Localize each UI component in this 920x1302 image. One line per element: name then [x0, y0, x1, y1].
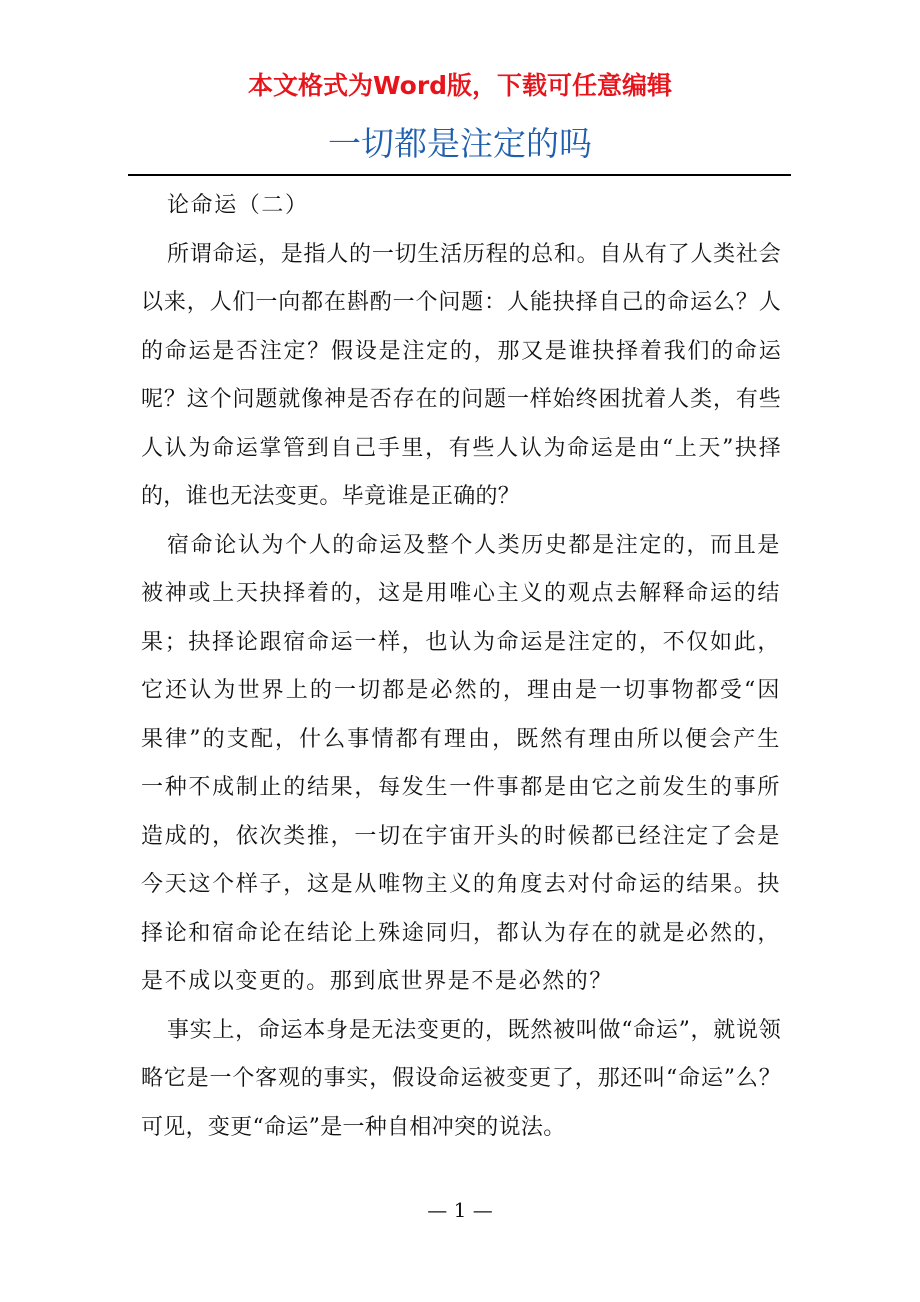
- document-title: 一切都是注定的吗: [328, 124, 592, 163]
- document-body: [141, 182, 781, 1152]
- paragraph: 事实上，命运本身是无法变更的，既然被叫做“命运”，就说领略它是一个客观的事实，假设命运被变更了，那还叫“命运”么？可见，变更“命运”是一种自相冲突的说法。: [141, 1017, 781, 1140]
- section-heading: 论命运（二）: [167, 193, 309, 218]
- paragraph: 所谓命运，是指人的一切生活历程的总和。自从有了人类社会以来，人们一向都在斟酌一个问题：人能抉择自己的命运么？人的命运是否注定？假设是注定的，那又是谁抉择着我们的命运呢？这个问题就像神是否存在的问题一样始终困扰着人类，有些人认为命运掌管到自己手里，有些人认为命运是由“上天”抉择的，谁也无法变更。毕竟谁是正确的？: [141, 241, 781, 509]
- download-banner: 本文格式为Word版，下载可任意编辑: [247, 71, 673, 100]
- title-divider: [128, 174, 791, 176]
- page-number: — 1 —: [427, 1198, 493, 1222]
- paragraph: 宿命论认为个人的命运及整个人类历史都是注定的，而且是被神或上天抉择着的，这是用唯心主义的观点去解释命运的结果；抉择论跟宿命运一样，也认为命运是注定的，不仅如此，它还认为世界上的一切都是必然的，理由是一切事物都受“因果律”的支配，什么事情都有理由，既然有理由所以便会产生一种不成制止的结果，每发生一件事都是由它之前发生的事所造成的，依次类推，一切在宇宙开头的时候都已经注定了会是今天这个样子，这是从唯物主义的角度去对付命运的结果。抉择论和宿命论在结论上殊途同归，都认为存在的就是必然的，是不成以变更的。那到底世界是不是必然的？: [141, 532, 781, 994]
